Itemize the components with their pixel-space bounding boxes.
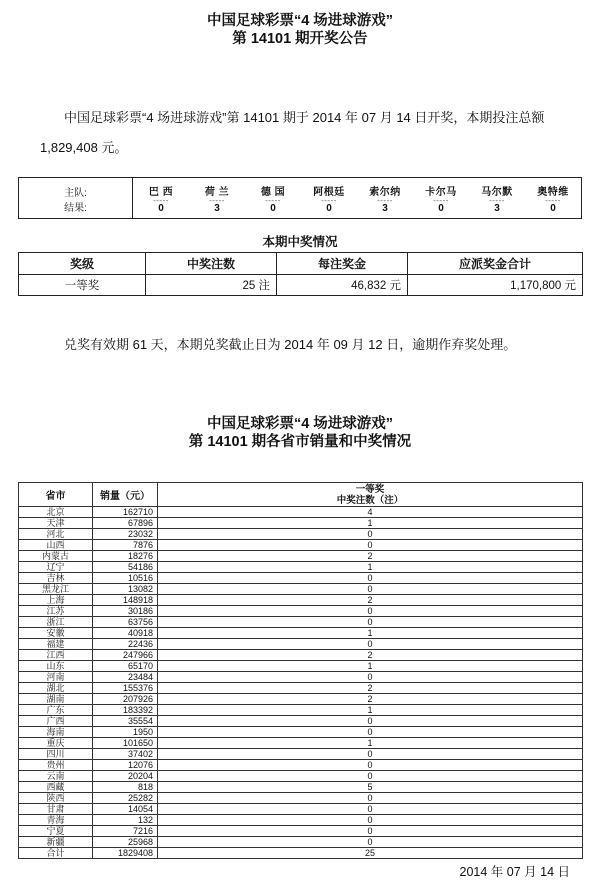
sales-table-row bbox=[19, 738, 583, 749]
province-sales-amount: 1829408 bbox=[93, 848, 158, 859]
team-separator-dash: ----- bbox=[433, 196, 449, 205]
province-sales-amount: 63756 bbox=[93, 617, 158, 628]
sales-table-row bbox=[19, 617, 583, 628]
team-result: 0 bbox=[270, 203, 276, 214]
sales-table-row bbox=[19, 672, 583, 683]
province-name: 四川 bbox=[19, 749, 93, 760]
province-name: 合计 bbox=[19, 848, 93, 859]
province-name: 青海 bbox=[19, 815, 93, 826]
team-name: 德 国 bbox=[260, 187, 286, 198]
team-name: 奥特维 bbox=[537, 187, 569, 198]
sales-table-row bbox=[19, 749, 583, 760]
sales-table-row bbox=[19, 727, 583, 738]
sales-table-row bbox=[19, 760, 583, 771]
team-separator-dash: ----- bbox=[209, 196, 225, 205]
province-sales-amount: 132 bbox=[93, 815, 158, 826]
sales-table-row bbox=[19, 826, 583, 837]
sales-title-line1: 中国足球彩票“4 场进球游戏” bbox=[206, 416, 394, 432]
team-name: 卡尔马 bbox=[425, 187, 457, 198]
intro-paragraph bbox=[40, 103, 575, 163]
province-name: 河南 bbox=[19, 672, 93, 683]
sales-title-line2: 第 14101 期各省市销量和中奖情况 bbox=[188, 434, 412, 450]
province-name: 吉林 bbox=[19, 573, 93, 584]
match-team-column bbox=[469, 178, 525, 218]
sales-table-row bbox=[19, 529, 583, 540]
team-name: 巴 西 bbox=[148, 187, 174, 198]
team-separator-dash: ----- bbox=[545, 196, 561, 205]
sales-table-row bbox=[19, 815, 583, 826]
province-sales-amount: 25282 bbox=[93, 793, 158, 804]
province-sales-amount: 30186 bbox=[93, 606, 158, 617]
province-sales-amount: 247966 bbox=[93, 650, 158, 661]
province-sales-table bbox=[18, 482, 583, 859]
province-prize-count: 4 bbox=[158, 507, 583, 518]
province-sales-amount: 18276 bbox=[93, 551, 158, 562]
intro-line1: 中国足球彩票“4 场进球游戏”第 14101 期于 2014 年 07 月 14 日开奖，本期投注总额 bbox=[64, 110, 545, 125]
sales-table-row bbox=[19, 584, 583, 595]
province-name: 重庆 bbox=[19, 738, 93, 749]
province-prize-count: 0 bbox=[158, 815, 583, 826]
sales-table-row bbox=[19, 650, 583, 661]
province-name: 内蒙古 bbox=[19, 551, 93, 562]
province-prize-count: 2 bbox=[158, 683, 583, 694]
sales-table-row bbox=[19, 705, 583, 716]
province-prize-count: 0 bbox=[158, 529, 583, 540]
province-name: 河北 bbox=[19, 529, 93, 540]
province-prize-count: 0 bbox=[158, 826, 583, 837]
province-name: 天津 bbox=[19, 518, 93, 529]
province-prize-count: 0 bbox=[158, 617, 583, 628]
province-prize-count: 1 bbox=[158, 518, 583, 529]
province-prize-count: 25 bbox=[158, 848, 583, 859]
province-prize-count: 0 bbox=[158, 760, 583, 771]
prize-header-per-prize: 每注奖金 bbox=[277, 253, 408, 275]
sales-table-row bbox=[19, 573, 583, 584]
prize-header-count: 中奖注数 bbox=[146, 253, 277, 275]
match-team-column bbox=[189, 178, 245, 218]
home-team-row-label: 主队: bbox=[64, 188, 87, 199]
province-sales-amount: 40918 bbox=[93, 628, 158, 639]
province-sales-amount: 22436 bbox=[93, 639, 158, 650]
province-sales-amount: 10516 bbox=[93, 573, 158, 584]
prize-level: 一等奖 bbox=[19, 275, 146, 296]
province-sales-amount: 65170 bbox=[93, 661, 158, 672]
prize-section-title: 本期中奖情况 bbox=[262, 235, 338, 249]
prize-header-level: 奖级 bbox=[19, 253, 146, 275]
province-name: 贵州 bbox=[19, 760, 93, 771]
match-team-column bbox=[133, 178, 189, 218]
prize-header-total: 应派奖金合计 bbox=[408, 253, 583, 275]
province-prize-count: 2 bbox=[158, 551, 583, 562]
province-prize-count: 0 bbox=[158, 540, 583, 551]
sales-table-row bbox=[19, 562, 583, 573]
province-prize-count: 1 bbox=[158, 562, 583, 573]
match-team-column bbox=[245, 178, 301, 218]
province-sales-amount: 67896 bbox=[93, 518, 158, 529]
sales-table-row bbox=[19, 518, 583, 529]
prize-table-header-row bbox=[19, 253, 583, 275]
sales-table-row bbox=[19, 628, 583, 639]
announcement-title-line2: 第 14101 期开奖公告 bbox=[232, 31, 368, 47]
province-sales-amount: 25968 bbox=[93, 837, 158, 848]
province-prize-count: 0 bbox=[158, 584, 583, 595]
province-name: 江西 bbox=[19, 650, 93, 661]
team-result: 0 bbox=[550, 203, 556, 214]
province-sales-amount: 155376 bbox=[93, 683, 158, 694]
province-name: 江苏 bbox=[19, 606, 93, 617]
prize-table bbox=[18, 252, 583, 296]
redeem-deadline-note: 兑奖有效期 61 天，本期兑奖截止日为 2014 年 09 月 12 日，逾期作弃奖处理。 bbox=[64, 337, 517, 352]
province-name: 云南 bbox=[19, 771, 93, 782]
match-team-column bbox=[301, 178, 357, 218]
province-name: 黑龙江 bbox=[19, 584, 93, 595]
province-prize-count: 5 bbox=[158, 782, 583, 793]
sales-table-row bbox=[19, 683, 583, 694]
sales-table-row bbox=[19, 793, 583, 804]
match-results-table bbox=[18, 177, 582, 219]
province-prize-count: 0 bbox=[158, 793, 583, 804]
province-sales-amount: 7876 bbox=[93, 540, 158, 551]
province-sales-amount: 207926 bbox=[93, 694, 158, 705]
province-name: 上海 bbox=[19, 595, 93, 606]
province-prize-count: 0 bbox=[158, 639, 583, 650]
province-sales-amount: 148918 bbox=[93, 595, 158, 606]
sales-section-title bbox=[0, 415, 600, 451]
team-name: 荷 兰 bbox=[204, 187, 230, 198]
province-sales-amount: 13082 bbox=[93, 584, 158, 595]
sales-header-sales: 销量（元） bbox=[93, 483, 158, 507]
province-sales-amount: 37402 bbox=[93, 749, 158, 760]
province-prize-count: 2 bbox=[158, 650, 583, 661]
sales-header-prize-line1: 一等奖 bbox=[355, 483, 385, 495]
province-name: 辽宁 bbox=[19, 562, 93, 573]
sales-table-row bbox=[19, 639, 583, 650]
match-team-column bbox=[525, 178, 581, 218]
match-team-column bbox=[357, 178, 413, 218]
province-sales-amount: 23032 bbox=[93, 529, 158, 540]
prize-table-row bbox=[19, 275, 583, 296]
province-name: 北京 bbox=[19, 507, 93, 518]
province-prize-count: 0 bbox=[158, 804, 583, 815]
province-prize-count: 0 bbox=[158, 573, 583, 584]
sales-table-row bbox=[19, 804, 583, 815]
result-row-label: 结果: bbox=[64, 203, 87, 214]
province-prize-count: 0 bbox=[158, 749, 583, 760]
sales-table-row bbox=[19, 595, 583, 606]
province-sales-amount: 7216 bbox=[93, 826, 158, 837]
province-prize-count: 0 bbox=[158, 606, 583, 617]
intro-line2: 1,829,408 元。 bbox=[40, 140, 128, 155]
sales-table-row bbox=[19, 694, 583, 705]
announcement-title-line1: 中国足球彩票“4 场进球游戏” bbox=[206, 13, 394, 29]
province-name: 宁夏 bbox=[19, 826, 93, 837]
sales-table-row bbox=[19, 606, 583, 617]
province-sales-amount: 14054 bbox=[93, 804, 158, 815]
province-sales-amount: 1950 bbox=[93, 727, 158, 738]
sales-table-header-row bbox=[19, 483, 583, 507]
team-separator-dash: ----- bbox=[265, 196, 281, 205]
issue-date: 2014 年 07 月 14 日 bbox=[459, 865, 570, 879]
province-sales-amount: 54186 bbox=[93, 562, 158, 573]
prize-per-amount: 46,832 元 bbox=[277, 275, 408, 296]
province-name: 山西 bbox=[19, 540, 93, 551]
province-name: 安徽 bbox=[19, 628, 93, 639]
province-prize-count: 0 bbox=[158, 672, 583, 683]
province-sales-amount: 20204 bbox=[93, 771, 158, 782]
team-result: 3 bbox=[382, 203, 388, 214]
province-prize-count: 2 bbox=[158, 694, 583, 705]
sales-table-row bbox=[19, 540, 583, 551]
sales-table-row bbox=[19, 716, 583, 727]
match-team-column bbox=[413, 178, 469, 218]
team-separator-dash: ----- bbox=[377, 196, 393, 205]
province-name: 福建 bbox=[19, 639, 93, 650]
team-name: 索尔纳 bbox=[369, 187, 401, 198]
province-sales-amount: 23484 bbox=[93, 672, 158, 683]
province-name: 西藏 bbox=[19, 782, 93, 793]
team-result: 0 bbox=[158, 203, 164, 214]
sales-table-row bbox=[19, 837, 583, 848]
sales-header-province: 省市 bbox=[19, 483, 93, 507]
prize-count: 25 注 bbox=[146, 275, 277, 296]
province-prize-count: 1 bbox=[158, 705, 583, 716]
announcement-title bbox=[0, 12, 600, 48]
team-result: 3 bbox=[494, 203, 500, 214]
sales-table-row bbox=[19, 782, 583, 793]
province-prize-count: 1 bbox=[158, 738, 583, 749]
sales-table-row bbox=[19, 848, 583, 859]
province-name: 广东 bbox=[19, 705, 93, 716]
province-name: 湖北 bbox=[19, 683, 93, 694]
sales-table-row bbox=[19, 551, 583, 562]
sales-header-first-prize bbox=[158, 483, 583, 507]
province-prize-count: 2 bbox=[158, 595, 583, 606]
province-prize-count: 0 bbox=[158, 727, 583, 738]
province-name: 浙江 bbox=[19, 617, 93, 628]
province-name: 新疆 bbox=[19, 837, 93, 848]
team-separator-dash: ----- bbox=[489, 196, 505, 205]
team-name: 马尔默 bbox=[481, 187, 513, 198]
province-prize-count: 1 bbox=[158, 628, 583, 639]
sales-header-prize-line2: 中奖注数（注） bbox=[336, 494, 404, 506]
team-result: 0 bbox=[438, 203, 444, 214]
province-sales-amount: 183392 bbox=[93, 705, 158, 716]
province-sales-amount: 818 bbox=[93, 782, 158, 793]
province-name: 陕西 bbox=[19, 793, 93, 804]
prize-total-amount: 1,170,800 元 bbox=[408, 275, 583, 296]
match-row-labels bbox=[19, 178, 133, 218]
team-result: 0 bbox=[326, 203, 332, 214]
team-result: 3 bbox=[214, 203, 220, 214]
province-name: 湖南 bbox=[19, 694, 93, 705]
sales-table-row bbox=[19, 661, 583, 672]
team-name: 阿根廷 bbox=[313, 187, 345, 198]
province-sales-amount: 162710 bbox=[93, 507, 158, 518]
province-prize-count: 0 bbox=[158, 771, 583, 782]
province-name: 海南 bbox=[19, 727, 93, 738]
province-name: 甘肃 bbox=[19, 804, 93, 815]
sales-table-row bbox=[19, 771, 583, 782]
province-prize-count: 0 bbox=[158, 716, 583, 727]
province-name: 山东 bbox=[19, 661, 93, 672]
sales-table-row bbox=[19, 507, 583, 518]
province-name: 广西 bbox=[19, 716, 93, 727]
team-separator-dash: ----- bbox=[153, 196, 169, 205]
province-prize-count: 0 bbox=[158, 837, 583, 848]
province-sales-amount: 35554 bbox=[93, 716, 158, 727]
province-sales-amount: 12076 bbox=[93, 760, 158, 771]
province-prize-count: 1 bbox=[158, 661, 583, 672]
province-sales-amount: 101650 bbox=[93, 738, 158, 749]
team-separator-dash: ----- bbox=[321, 196, 337, 205]
